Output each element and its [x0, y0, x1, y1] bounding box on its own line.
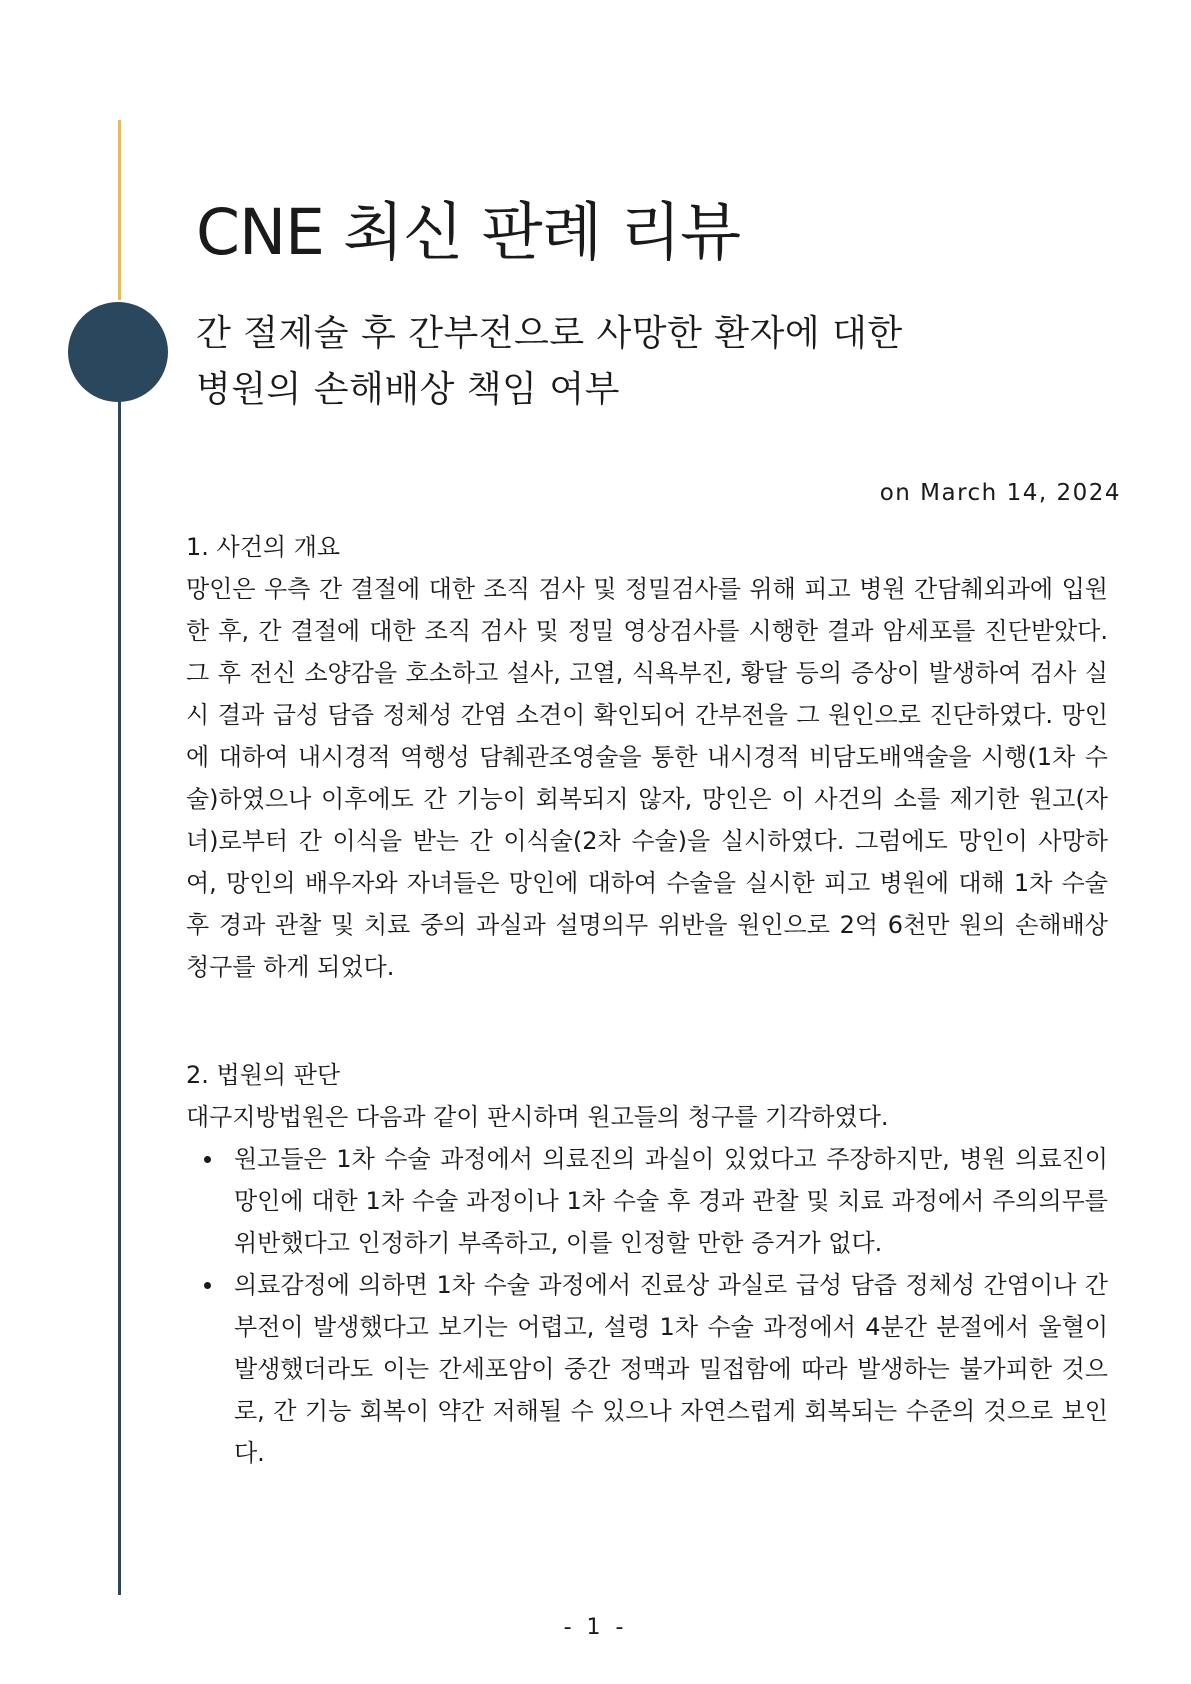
subtitle-line: 간 절제술 후 간부전으로 사망한 환자에 대한 [196, 313, 903, 354]
timeline-line-navy [118, 400, 121, 1595]
timeline-line-gold [118, 120, 121, 300]
page-title: CNE 최신 판례 리뷰 [196, 196, 741, 269]
timeline-circle [68, 302, 168, 402]
publish-date: on March 14, 2024 [879, 480, 1121, 506]
judgment-list [186, 1138, 1108, 1474]
section-intro: 대구지방법원은 다음과 같이 판시하며 원고들의 청구를 기각하였다. [186, 1103, 889, 1131]
page-number: - 1 - [563, 1615, 628, 1640]
section-heading: 2. 법원의 판단 [186, 1061, 341, 1089]
section-heading: 1. 사건의 개요 [186, 533, 341, 561]
section-body: 망인은 우측 간 결절에 대한 조직 검사 및 정밀검사를 위해 피고 병원 간담췌외과에 입원한 후, 간 결절에 대한 조직 검사 및 정밀 영상검사를 시행한 결과 암세포를 진단받았다. 그 후 전신 소양감을 호소하고 설사, 고열, 식욕부진, 황달 등의 증상이 발생하여 검사 실시 결과 급성 담즙 정체성 간염 소견이 확인되어 간부전을 그 원인으로 진단하였다. 망인에 대하여 내시경적 역행성 담췌관조영술을 통한 내시경적 비담도배액술을 시행(1차 수술)하였으나 이후에도 간 기능이 회복되지 않자, 망인은 이 사건의 소를 제기한 원고(자녀)로부터 간 이식을 받는 간 이식술(2차 수술)을 실시하였다. 그럼에도 망인이 사망하여, 망인의 배우자와 자녀들은 망인에 대하여 수술을 실시한 피고 병원에 대해 1차 수술 후 경과 관찰 및 치료 중의 과실과 설명의무 위반을 원인으로 2억 6천만 원의 손해배상 청구를 하게 되었다. [186, 575, 1108, 981]
list-item: 원고들은 1차 수술 과정에서 의료진의 과실이 있었다고 주장하지만, 병원 의료진이 망인에 대한 1차 수술 과정이나 1차 수술 후 경과 관찰 및 치료 과정에서 주의의무를 위반했다고 인정하기 부족하고, 이를 인정할 만한 증거가 없다. [234, 1138, 1108, 1264]
section-judgment [186, 1054, 1108, 1474]
page-subtitle [196, 306, 903, 418]
subtitle-line: 병원의 손해배상 책임 여부 [196, 369, 620, 410]
list-item: 의료감정에 의하면 1차 수술 과정에서 진료상 과실로 급성 담즙 정체성 간염이나 간부전이 발생했다고 보기는 어렵고, 설령 1차 수술 과정에서 4분간 분절에서 울혈이 발생했더라도 이는 간세포암이 중간 정맥과 밀접함에 따라 발생하는 불가피한 것으로, 간 기능 회복이 약간 저해될 수 있으나 자연스럽게 회복되는 수준의 것으로 보인다. [234, 1264, 1108, 1474]
section-overview [186, 526, 1108, 988]
